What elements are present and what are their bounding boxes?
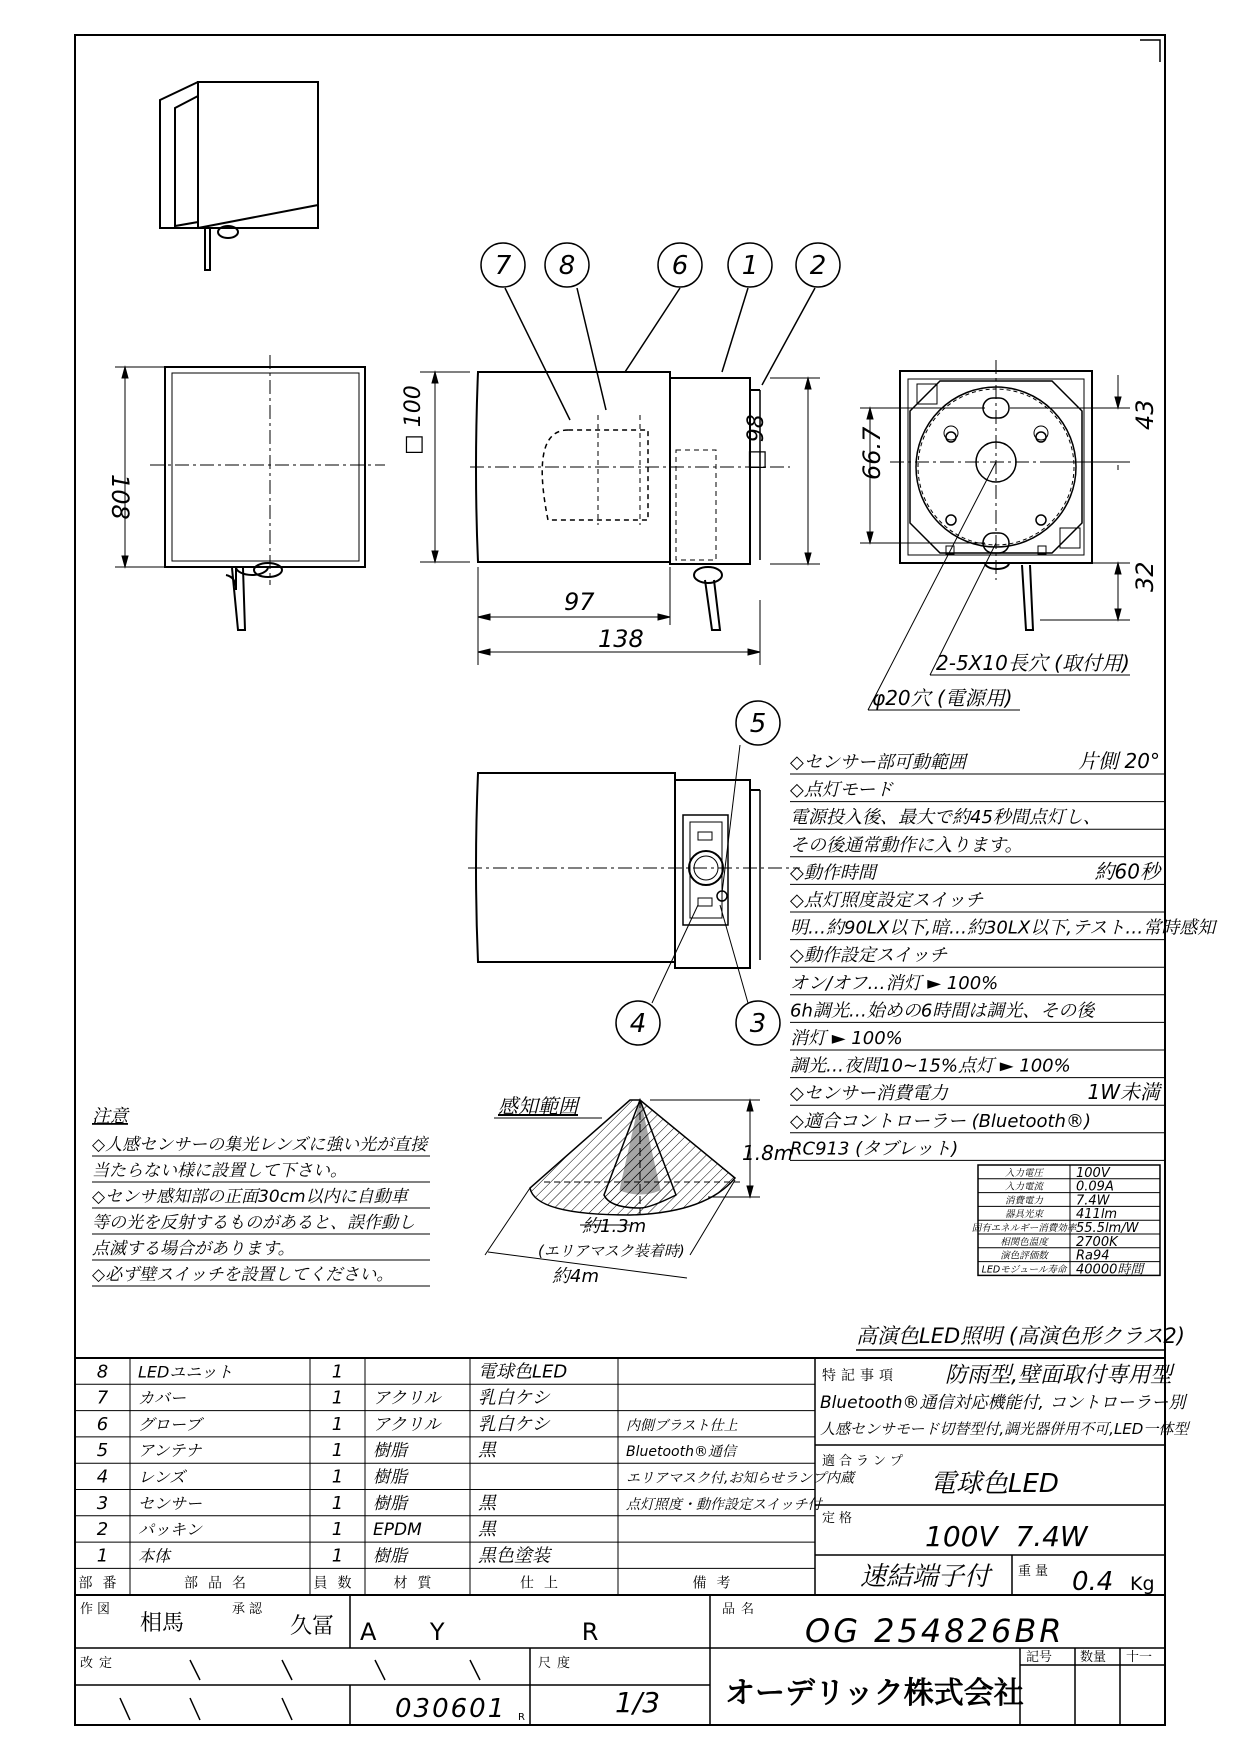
callout-5: 5 bbox=[749, 709, 767, 739]
rating-key: 器具光束 bbox=[1004, 1209, 1044, 1221]
parts-header-cell: 備考 bbox=[692, 1575, 741, 1592]
parts-header-cell: 仕上 bbox=[520, 1575, 568, 1592]
note-line: 等の光を反射するものがあると、誤作動し bbox=[92, 1213, 415, 1233]
parts-cell: 8 bbox=[96, 1361, 109, 1383]
spec-value: 1W未満 bbox=[1087, 1080, 1160, 1105]
symbol-label: 記号 bbox=[1026, 1650, 1053, 1665]
parts-cell: 1 bbox=[331, 1413, 344, 1435]
parts-cell: 黒 bbox=[478, 1440, 496, 1462]
spec-line: ◇適合コントローラー (Bluetooth®) bbox=[790, 1110, 1091, 1132]
callout-leaders-top bbox=[505, 288, 815, 420]
parts-cell: 黒 bbox=[478, 1519, 496, 1541]
parts-cell: 1 bbox=[331, 1440, 344, 1462]
features-line-2: Bluetooth®通信対応機能付, コントローラー別 bbox=[820, 1393, 1186, 1413]
parts-cell: 1 bbox=[96, 1545, 109, 1567]
lamp-value: 電球色LED bbox=[930, 1469, 1059, 1499]
parts-cell: 乳白ケシ bbox=[478, 1387, 550, 1409]
detection-title: 感知範囲 bbox=[498, 1094, 578, 1118]
corner-mark bbox=[1140, 40, 1160, 62]
rating-key: 消費電力 bbox=[1004, 1195, 1044, 1207]
parts-cell: 7 bbox=[96, 1387, 109, 1409]
note-line: ◇人感センサーの集光レンズに強い光が直接 bbox=[92, 1135, 428, 1155]
parts-cell: 乳白ケシ bbox=[478, 1413, 550, 1435]
parts-cell: 樹脂 bbox=[373, 1493, 407, 1514]
note-line: ◇センサ感知部の正面30cm以内に自動車 bbox=[92, 1187, 408, 1207]
approval-codes: A Y R bbox=[360, 1618, 599, 1646]
revision-label: 改定 bbox=[80, 1656, 119, 1671]
ratings-table bbox=[972, 1165, 1160, 1277]
parts-cell: LEDユニット bbox=[138, 1362, 233, 1382]
features-label: 特記事項 bbox=[822, 1368, 898, 1384]
rating-value: 7.4W bbox=[1076, 1193, 1110, 1209]
dim-box-98: □ 98 bbox=[744, 414, 769, 470]
parts-cell: 黒色塗装 bbox=[478, 1545, 550, 1567]
dim-box-100: □ 100 bbox=[401, 385, 426, 455]
callout-6: 6 bbox=[671, 251, 689, 281]
company-name: オーデリック株式会社 bbox=[725, 1676, 1024, 1711]
parts-cell: 点灯照度・動作設定スイッチ付 bbox=[626, 1496, 822, 1513]
callout-3: 3 bbox=[749, 1009, 767, 1039]
sensor-view bbox=[468, 745, 800, 1003]
slot-hole-label: 2-5X10長穴 (取付用) bbox=[936, 651, 1130, 675]
spec-value: 約60秒 bbox=[1094, 859, 1160, 884]
parts-header-cell: 材質 bbox=[393, 1575, 442, 1592]
parts-cell: 本体 bbox=[138, 1546, 171, 1566]
weight-unit: Kg bbox=[1130, 1573, 1155, 1595]
parts-cell: 1 bbox=[331, 1361, 344, 1383]
approved-label: 承認 bbox=[232, 1602, 267, 1617]
parts-cell: パッキン bbox=[138, 1520, 202, 1540]
parts-cell: 1 bbox=[331, 1519, 344, 1541]
rating-label: 定格 bbox=[822, 1511, 857, 1526]
rating-key: 演色評価数 bbox=[1000, 1250, 1048, 1262]
weight-label: 重量 bbox=[1018, 1564, 1053, 1579]
product-label: 品名 bbox=[722, 1602, 761, 1617]
drawn-label: 作図 bbox=[80, 1602, 115, 1617]
rating-value: 40000時間 bbox=[1076, 1262, 1144, 1278]
parts-header-cell: 部品名 bbox=[184, 1575, 256, 1592]
callout-1: 1 bbox=[741, 251, 759, 281]
spec-line: 消灯 ► 100% bbox=[790, 1028, 903, 1049]
parts-cell: アクリル bbox=[373, 1388, 441, 1409]
parts-cell: Bluetooth®通信 bbox=[626, 1444, 736, 1461]
product-code: OG 254826BR bbox=[805, 1612, 1065, 1650]
parts-cell: 5 bbox=[96, 1440, 109, 1462]
parts-cell: レンズ bbox=[138, 1467, 186, 1487]
mask-note: (エリアマスク装着時) bbox=[538, 1242, 685, 1260]
drawn-by: 相馬 bbox=[140, 1611, 185, 1636]
spec-line: ◇センサー部可動範囲 bbox=[790, 752, 966, 773]
parts-cell: エリアマスク付,お知らせランプ内蔵 bbox=[626, 1470, 855, 1487]
rating-value: Ra94 bbox=[1076, 1248, 1110, 1264]
range-1-3m: 約1.3m bbox=[582, 1216, 647, 1237]
dim-97: 97 bbox=[564, 588, 595, 616]
parts-cell: センサー bbox=[138, 1493, 203, 1513]
parts-header-cell: 部番 bbox=[78, 1575, 127, 1592]
spec-line: RC913 (タブレット) bbox=[790, 1138, 959, 1160]
spec-value: 片側 20° bbox=[1078, 749, 1160, 773]
dim-43: 43 bbox=[1131, 399, 1159, 430]
approved-by: 久冨 bbox=[290, 1614, 335, 1639]
sheet-mark: 十一 bbox=[1126, 1650, 1153, 1665]
high-cri-note: 高演色LED照明 (高演色形クラス2) bbox=[856, 1324, 1185, 1348]
parts-cell: 電球色LED bbox=[478, 1361, 568, 1383]
revision-date-suffix: R bbox=[518, 1712, 525, 1723]
parts-cell: アクリル bbox=[373, 1414, 441, 1435]
rating-value: 2700K bbox=[1076, 1234, 1118, 1250]
rating-value: 100V bbox=[1076, 1165, 1110, 1181]
features-line-1: 防雨型,壁面取付専用型 bbox=[945, 1363, 1172, 1388]
dim-138: 138 bbox=[598, 625, 644, 653]
sensor-height: 1.8m bbox=[742, 1141, 794, 1165]
features-line-3: 人感センサモード切替型付,調光器併用不可,LED一体型 bbox=[820, 1420, 1189, 1438]
callout-circles bbox=[481, 243, 840, 1045]
lamp-label: 適合ランプ bbox=[822, 1454, 908, 1469]
dim-66-7: 66.7 bbox=[858, 426, 886, 480]
parts-header-cell: 員数 bbox=[313, 1575, 362, 1592]
revision-date: 030601 bbox=[395, 1694, 507, 1724]
spec-line: ◇動作設定スイッチ bbox=[790, 945, 948, 967]
parts-cell: カバー bbox=[138, 1388, 187, 1408]
note-line: 点滅する場合があります。 bbox=[92, 1239, 295, 1259]
parts-cell: EPDM bbox=[373, 1520, 422, 1541]
rating-key: LEDモジュール寿命 bbox=[981, 1264, 1067, 1276]
notes-title: 注意 bbox=[92, 1106, 128, 1127]
spec-line: 6h調光…始めの6時間は調光、その後 bbox=[790, 1000, 1095, 1022]
parts-cell: 内側ブラスト仕上 bbox=[626, 1417, 738, 1434]
spec-line: ◇点灯モード bbox=[790, 779, 894, 801]
dim-32: 32 bbox=[1131, 561, 1159, 592]
parts-cell: 1 bbox=[331, 1387, 344, 1409]
range-4m: 約4m bbox=[552, 1266, 599, 1287]
callout-7: 7 bbox=[494, 251, 512, 281]
spec-line: 調光…夜間10~15%点灯 ► 100% bbox=[790, 1055, 1071, 1077]
parts-cell: 4 bbox=[96, 1466, 109, 1488]
weight-value: 0.4 bbox=[1072, 1567, 1114, 1597]
spec-line: ◇センサー消費電力 bbox=[790, 1083, 948, 1105]
rating-key: 入力電圧 bbox=[1004, 1167, 1044, 1179]
note-line: ◇必ず壁スイッチを設置してください。 bbox=[92, 1265, 394, 1285]
parts-cell: 2 bbox=[96, 1519, 109, 1541]
parts-cell: 樹脂 bbox=[373, 1441, 407, 1462]
parts-cell: アンテナ bbox=[138, 1441, 202, 1461]
callout-2: 2 bbox=[809, 251, 827, 281]
qty-label: 数量 bbox=[1080, 1650, 1107, 1665]
rating-value: 411lm bbox=[1076, 1207, 1118, 1223]
notes-block bbox=[92, 1106, 430, 1286]
rating-value: 100V 7.4W bbox=[925, 1520, 1088, 1553]
front-view bbox=[115, 355, 385, 630]
parts-cell: グローブ bbox=[138, 1414, 202, 1434]
spec-list bbox=[790, 749, 1218, 1160]
parts-cell: 3 bbox=[96, 1492, 109, 1514]
parts-cell: 1 bbox=[331, 1466, 344, 1488]
spec-line: 電源投入後、最大で約45秒間点灯し、 bbox=[790, 807, 1101, 829]
rating-value: 0.09A bbox=[1076, 1179, 1114, 1195]
rating-value: 55.5lm/W bbox=[1076, 1221, 1139, 1236]
dim-108: 108 bbox=[106, 474, 134, 520]
spec-line: オン/オフ…消灯 ► 100% bbox=[790, 972, 999, 994]
spec-line: その後通常動作に入ります。 bbox=[790, 834, 1023, 856]
note-line: 当たらない様に設置して下さい。 bbox=[92, 1161, 347, 1181]
callout-4: 4 bbox=[629, 1009, 647, 1039]
parts-cell: 樹脂 bbox=[373, 1467, 407, 1488]
parts-cell: 1 bbox=[331, 1545, 344, 1567]
parts-cell: 6 bbox=[96, 1413, 109, 1435]
parts-cell: 黒 bbox=[478, 1492, 496, 1514]
spec-line: 明…約90LX以下,暗…約30LX以下,テスト…常時感知 bbox=[790, 917, 1216, 939]
spec-line: ◇点灯照度設定スイッチ bbox=[790, 890, 984, 911]
spec-line: ◇動作時間 bbox=[790, 862, 876, 884]
rating-key: 相関色温度 bbox=[1000, 1236, 1048, 1248]
iso-view bbox=[160, 82, 318, 270]
parts-cell: 樹脂 bbox=[373, 1546, 407, 1567]
scale-label: 尺度 bbox=[538, 1656, 577, 1671]
rating-key: 入力電流 bbox=[1004, 1181, 1044, 1193]
power-hole-label: φ20穴 (電源用) bbox=[872, 686, 1013, 710]
parts-cell: 1 bbox=[331, 1492, 344, 1514]
rating-key: 固有エネルギー消費効率 bbox=[971, 1223, 1077, 1234]
callout-8: 8 bbox=[558, 251, 576, 281]
scale-value: 1/3 bbox=[615, 1686, 661, 1719]
terminal-note: 速結端子付 bbox=[860, 1562, 991, 1592]
